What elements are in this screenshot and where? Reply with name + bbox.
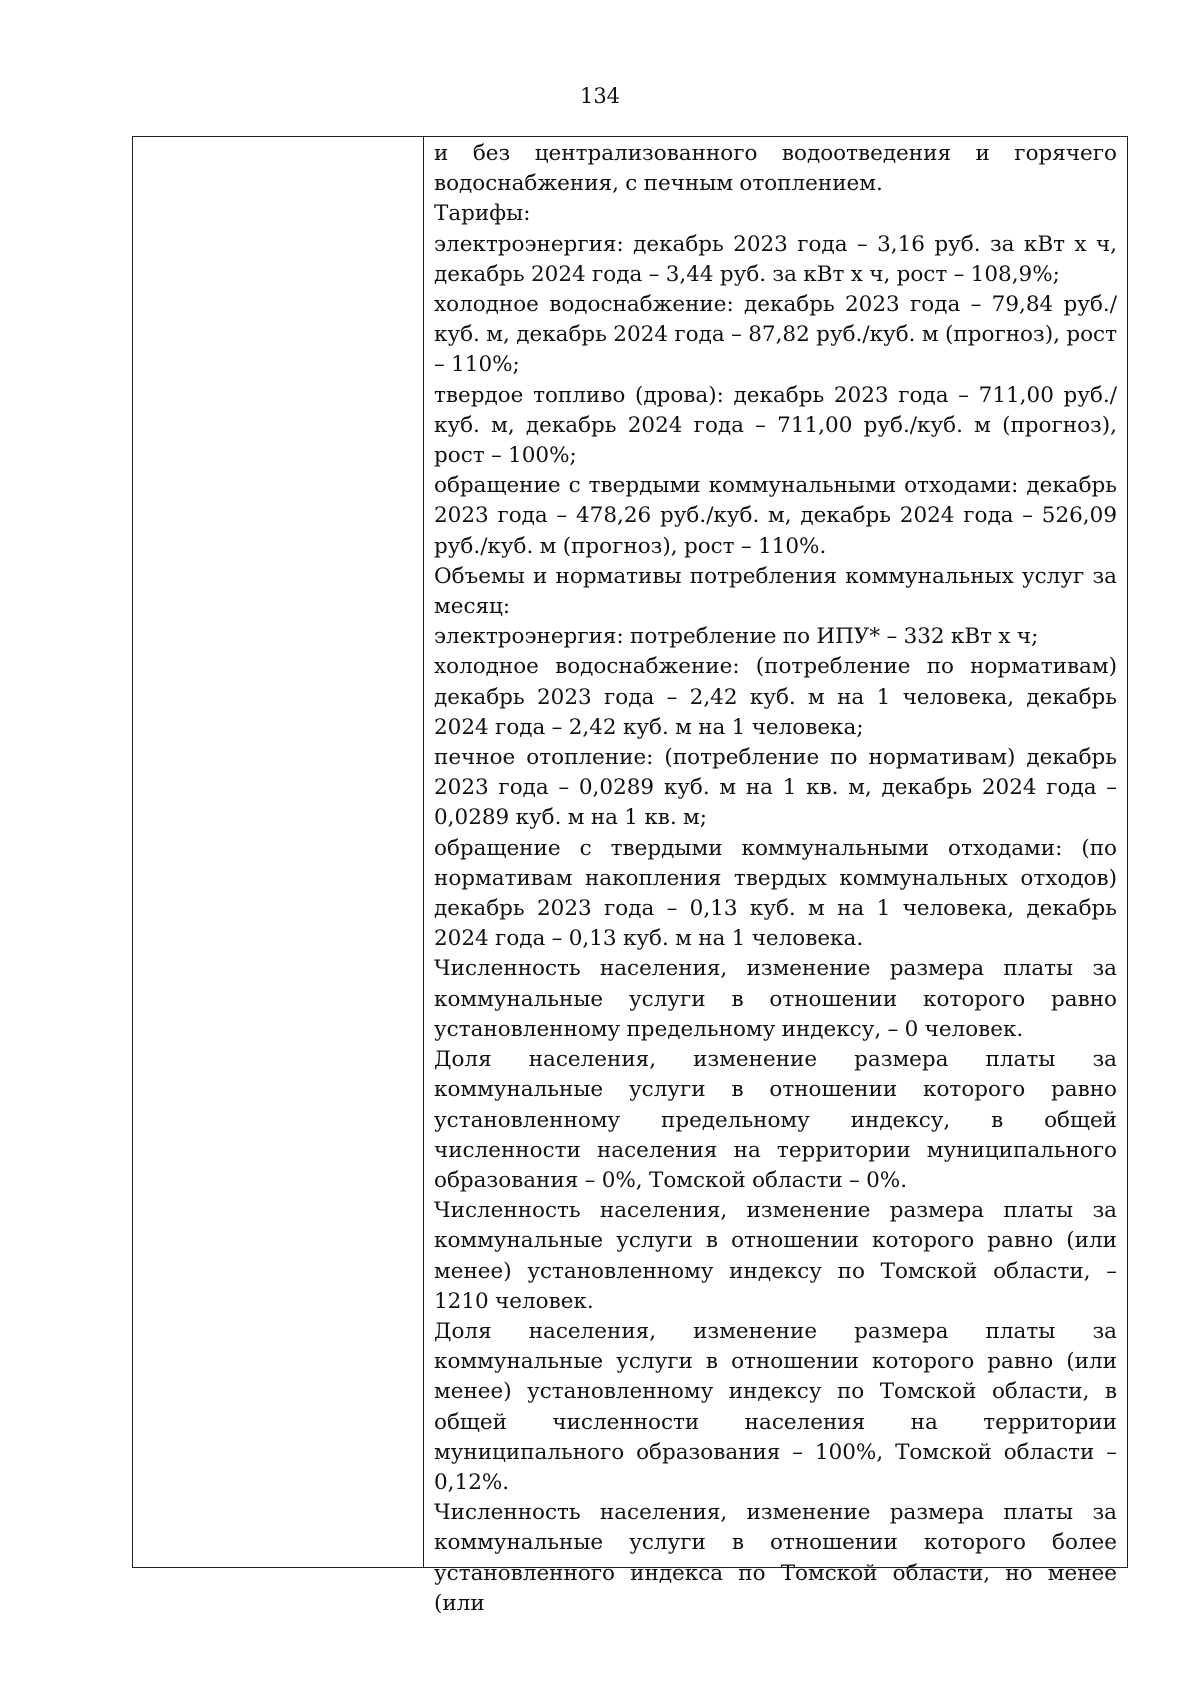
paragraph-population-more: Численность населения, изменение размера платы за коммунальные услуги в отношении которого более установленного индекса по Томской области, но менее (или	[434, 1500, 1117, 1616]
paragraph-volumes-heading: Объемы и нормативы потребления коммунальных услуг за месяц:	[434, 563, 1117, 620]
paragraph-population-equal-or-less: Численность населения, изменение размера платы за коммунальные услуги в отношении которого равно (или менее) установленному индексу по Томской области, – 1210 человек.	[434, 1198, 1117, 1314]
paragraph-share-equal-or-less: Доля населения, изменение размера платы за коммунальные услуги в отношении которого равно (или менее) установленному индексу по Томской области, в общей численности населения на территории муниципального образования – 100%, Томской области – 0,12%.	[434, 1318, 1117, 1495]
paragraph-intro: и без централизованного водоотведения и горячего водоснабжения, с печным отоплением.	[434, 141, 1117, 197]
paragraph-tariff-waste: обращение с твердыми коммунальными отходами: декабрь 2023 года – 478,26 руб./куб. м, декабрь 2024 года – 526,09 руб./куб. м (прогноз), рост – 110%.	[434, 473, 1117, 559]
paragraph-tariff-cold-water: холодное водоснабжение: декабрь 2023 года – 79,84 руб./куб. м, декабрь 2024 года – 87,82 руб./куб. м (прогноз), рост – 110%;	[434, 292, 1117, 378]
paragraph-volume-cold-water: холодное водоснабжение: (потребление по нормативам) декабрь 2023 года – 2,42 куб. м на 1 человека, декабрь 2024 года – 2,42 куб. м на 1 человека;	[434, 654, 1117, 740]
table-right-cell	[424, 137, 1127, 1616]
paragraph-population-equal-limit: Численность населения, изменение размера платы за коммунальные услуги в отношении которого равно установленному предельному индексу, – 0 человек.	[434, 956, 1117, 1042]
table-left-cell	[133, 137, 424, 1567]
paragraph-volume-heating: печное отопление: (потребление по нормативам) декабрь 2023 года – 0,0289 куб. м на 1 кв. м, декабрь 2024 года – 0,0289 куб. м на 1 кв. м;	[434, 745, 1117, 831]
paragraph-tariff-electricity: электроэнергия: декабрь 2023 года – 3,16 руб. за кВт х ч, декабрь 2024 года – 3,44 руб. за кВт х ч, рост – 108,9%;	[434, 231, 1117, 287]
paragraph-tariff-solid-fuel: твердое топливо (дрова): декабрь 2023 года – 711,00 руб./куб. м, декабрь 2024 года – 711,00 руб./куб. м (прогноз), рост – 100%;	[434, 382, 1117, 469]
document-table	[132, 136, 1128, 1616]
paragraph-volume-waste: обращение с твердыми коммунальными отходами: (по нормативам накопления твердых коммунальных отходов) декабрь 2023 года – 0,13 куб. м на 1 человека, декабрь 2024 года – 0,13 куб. м на 1 человека.	[434, 835, 1117, 952]
paragraph-volume-electricity: электроэнергия: потребление по ИПУ* – 332 кВт х ч;	[434, 624, 1039, 650]
page-number: 134	[579, 84, 621, 108]
paragraph-share-equal-limit: Доля населения, изменение размера платы за коммунальные услуги в отношении которого равно установленному предельному индексу, в общей численности населения на территории муниципального образования – 0%, Томской области – 0%.	[434, 1047, 1117, 1193]
paragraph-tariffs-heading: Тарифы:	[434, 201, 531, 227]
